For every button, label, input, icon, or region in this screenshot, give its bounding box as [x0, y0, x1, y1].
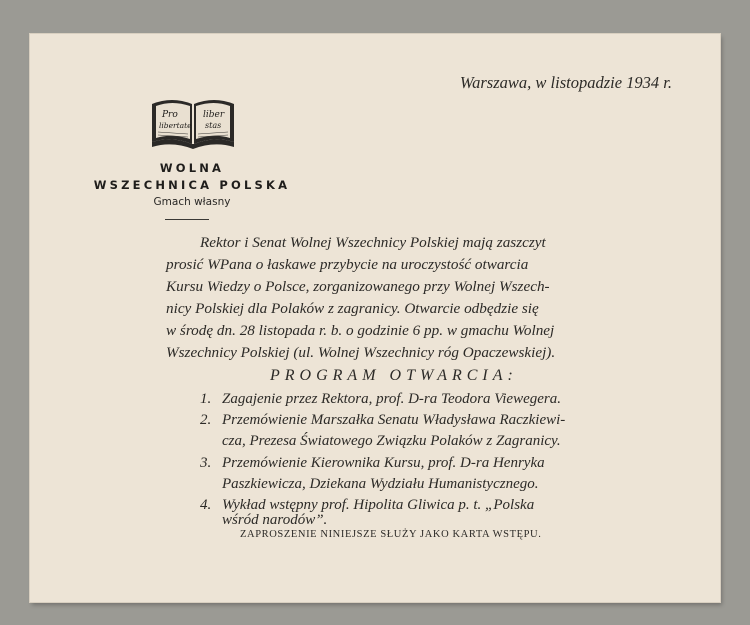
- svg-text:liber: liber: [203, 110, 225, 120]
- invitation-line: prosić WPana o łaskawe przybycie na uroczystość otwarcia: [166, 256, 529, 273]
- footer-note: ZAPROSZENIE NINIEJSZE SŁUŻY JAKO KARTA WSTĘPU.: [240, 529, 542, 540]
- invitation-line: Kursu Wiedzy o Polsce, zorganizowanego przy Wolnej Wszech-: [166, 278, 550, 295]
- program-item-line: Przemówienie Marszałka Senatu Władysława Raczkiewi-: [222, 412, 566, 428]
- program-item-line: wśród narodów”.: [222, 512, 328, 528]
- program-item-line: Przemówienie Kierownika Kursu, prof. D-ra Henryka: [222, 455, 545, 471]
- program-item-line: Zagajenie przez Rektora, prof. D-ra Teodora Viewegera.: [222, 391, 562, 407]
- program-item-line: Paszkiewicza, Dziekana Wydziału Humanistycznego.: [222, 476, 539, 492]
- svg-text:stas: stas: [205, 121, 222, 130]
- program-item-number: 4.: [200, 497, 212, 513]
- invitation-line: w środę dn. 28 listopada r. b. o godzinie 6 pp. w gmachu Wolnej: [166, 322, 555, 339]
- program-item-number: 2.: [200, 412, 212, 428]
- program-item-number: 1.: [200, 391, 212, 407]
- program-title: PROGRAM OTWARCIA:: [270, 367, 518, 384]
- divider-rule: [165, 219, 209, 220]
- svg-text:Pro: Pro: [162, 110, 178, 120]
- invitation-card: [30, 34, 720, 602]
- open-book-logo: [150, 92, 236, 152]
- org-name-line2: WSZECHNICA POLSKA: [93, 178, 291, 192]
- invitation-line: Wszechnicy Polskiej (ul. Wolnej Wszechnicy róg Opaczewskiej).: [166, 344, 556, 361]
- invitation-line: nicy Polskiej dla Polaków z zagranicy. Otwarcie odbędzie się: [166, 300, 539, 317]
- building-note: Gmach własny: [153, 196, 231, 208]
- program-item-line: cza, Prezesa Światowego Związku Polaków z Zagranicy.: [222, 433, 561, 449]
- invitation-line: Rektor i Senat Wolnej Wszechnicy Polskiej mają zaszczyt: [200, 234, 546, 251]
- program-item-number: 3.: [200, 455, 212, 471]
- program-item-line: Wykład wstępny prof. Hipolita Gliwica p. t. „Polska: [222, 497, 535, 513]
- svg-text:libertate: libertate: [159, 121, 192, 130]
- date-line: Warszawa, w listopadzie 1934 r.: [459, 73, 672, 92]
- org-name-line1: WOLNA: [159, 161, 225, 175]
